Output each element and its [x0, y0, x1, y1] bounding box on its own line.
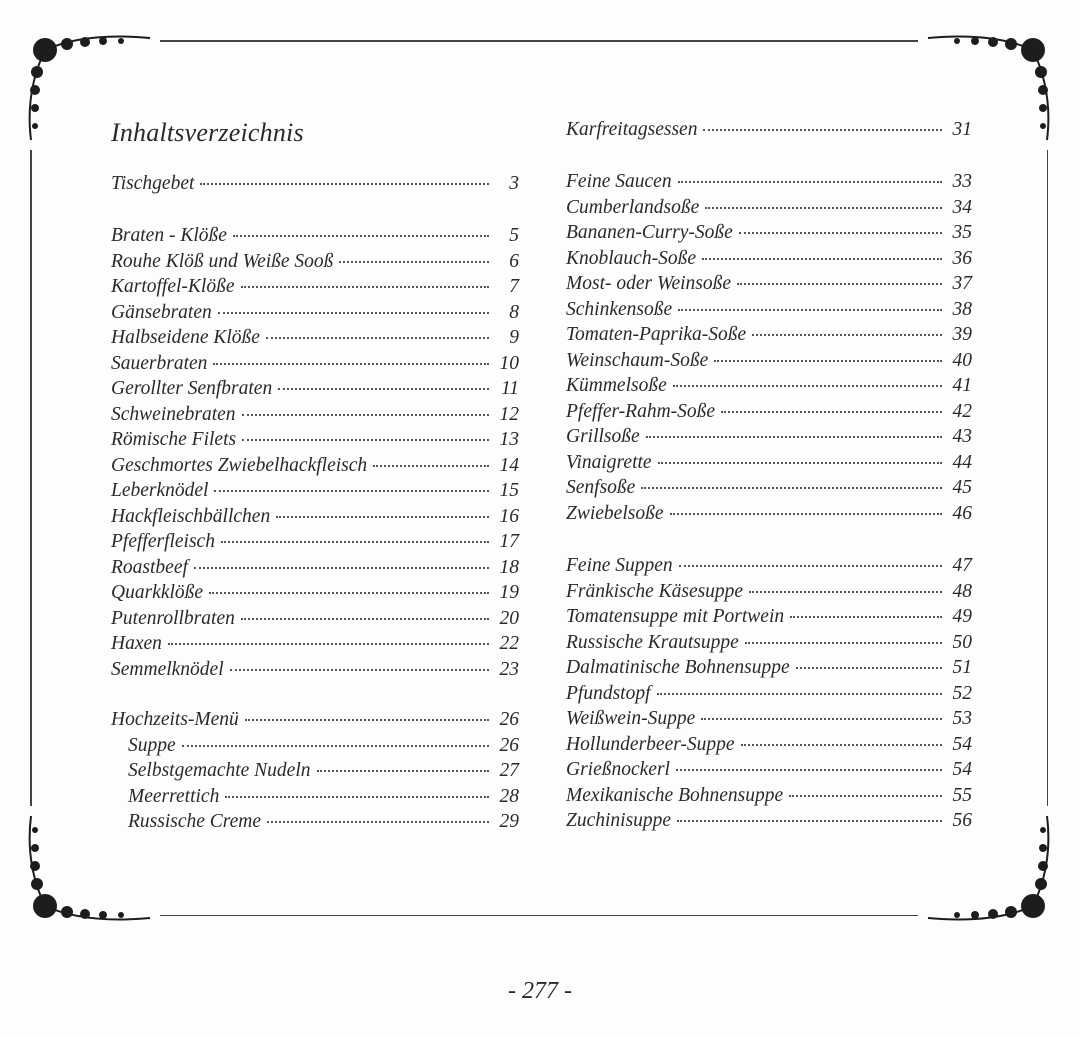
toc-entry-label: Pfundstopf: [566, 682, 651, 704]
dot-leader: [702, 258, 942, 260]
toc-entry-page: 33: [952, 171, 972, 192]
dot-leader: [677, 820, 942, 822]
toc-entry-page: 38: [952, 298, 972, 320]
dot-leader: [679, 565, 942, 567]
dot-leader: [276, 516, 489, 518]
toc-entry-label: Hollunderbeer-Suppe: [566, 733, 735, 755]
toc-entry-label: Mexikanische Bohnensuppe: [566, 784, 784, 806]
toc-entry: [566, 732, 972, 758]
toc-entry-page: 29: [499, 811, 519, 832]
toc-entry: [111, 453, 519, 479]
toc-entry: [566, 195, 972, 221]
dot-leader: [678, 309, 942, 311]
toc-entry: [111, 657, 519, 683]
toc-entry-label: Putenrollbraten: [111, 607, 235, 629]
toc-entry-label: Weinschaum-Soße: [566, 349, 709, 371]
toc-entry-page: 11: [500, 378, 519, 399]
toc-entry: [111, 707, 519, 733]
toc-entry: [566, 117, 972, 143]
toc-entry: [111, 376, 519, 402]
toc-entry-page: 8: [509, 301, 519, 323]
dot-leader: [752, 334, 942, 336]
dot-leader: [200, 183, 489, 185]
toc-entry-label: Most- oder Weinsoße: [566, 273, 732, 294]
toc-entry-label: Zwiebelsoße: [566, 502, 664, 524]
toc-entry: [111, 274, 519, 300]
toc-entry-page: 49: [952, 606, 972, 627]
toc-entry-label: Hochzeits-Menü: [111, 709, 239, 730]
dot-leader: [790, 616, 942, 618]
toc-entry-label: Semmelknödel: [111, 658, 224, 680]
toc-entry: [111, 733, 519, 759]
toc-entry-label: Rouhe Klöß und Weiße Sooß: [111, 250, 334, 272]
toc-entry: [111, 631, 519, 657]
toc-entry-label: Hackfleischbällchen: [111, 505, 271, 527]
dot-leader: [182, 745, 489, 747]
frame-left-line: [30, 150, 32, 806]
toc-entry-page: 53: [952, 708, 972, 729]
dot-leader: [245, 719, 489, 721]
dot-leader: [225, 796, 489, 798]
dot-leader: [745, 642, 942, 644]
dot-leader: [373, 465, 489, 467]
toc-entry-page: 31: [952, 119, 972, 140]
toc-entry-label: Bananen-Curry-Soße: [566, 222, 733, 243]
dot-leader: [230, 669, 489, 671]
toc-entry-label: Meerrettich: [128, 785, 220, 807]
toc-group: [566, 169, 972, 526]
toc-entry: [111, 171, 519, 197]
toc-entry-page: 12: [499, 403, 519, 425]
toc-entry: [566, 169, 972, 195]
dot-leader: [214, 490, 489, 492]
toc-entry-label: Karfreitagsessen: [566, 119, 698, 140]
toc-entry: [111, 580, 519, 606]
toc-entry: [566, 322, 972, 348]
toc-entry-label: Weißwein-Suppe: [566, 708, 696, 729]
dot-leader: [705, 207, 942, 209]
toc-entry: [566, 501, 972, 527]
toc-entry-page: 42: [952, 400, 972, 422]
toc-entry-label: Tomatensuppe mit Portwein: [566, 606, 785, 627]
toc-entry-label: Quarkklöße: [111, 582, 204, 603]
toc-entry-page: 41: [952, 375, 972, 396]
dot-leader: [741, 744, 942, 746]
toc-entry: [111, 427, 519, 453]
page-number: - 277 -: [508, 978, 572, 1004]
toc-entry-page: 22: [499, 633, 519, 654]
dot-leader: [749, 591, 942, 593]
toc-entry-label: Feine Saucen: [566, 171, 672, 192]
toc-entry: [111, 809, 519, 835]
toc-entry-page: 56: [952, 810, 972, 831]
toc-entry-label: Leberknödel: [111, 480, 209, 501]
toc-entry-page: 14: [499, 454, 519, 476]
toc-entry-page: 39: [952, 324, 972, 345]
toc-entry-page: 6: [509, 250, 519, 272]
toc-entry: [566, 424, 972, 450]
dot-leader: [703, 129, 942, 131]
toc-entry-page: 55: [952, 784, 972, 806]
toc-entry-label: Dalmatinische Bohnensuppe: [566, 657, 790, 678]
dot-leader: [714, 360, 942, 362]
toc-entry-label: Tischgebet: [111, 173, 195, 194]
toc-entry-page: 20: [499, 607, 519, 629]
toc-entry-page: 18: [499, 556, 519, 578]
toc-entry-label: Tomaten-Paprika-Soße: [566, 324, 747, 345]
toc-entry-page: 34: [952, 196, 972, 218]
dot-leader: [209, 592, 489, 594]
dot-leader: [266, 337, 489, 339]
toc-entry-label: Geschmortes Zwiebelhackfleisch: [111, 454, 368, 476]
toc-entry-label: Zuchinisuppe: [566, 810, 672, 831]
dot-leader: [233, 235, 489, 237]
toc-entry-label: Russische Creme: [128, 811, 262, 832]
toc-entry-page: 15: [499, 480, 519, 501]
toc-entry-label: Braten - Klöße: [111, 225, 227, 246]
dot-leader: [739, 232, 942, 234]
toc-entry-page: 51: [952, 657, 972, 678]
toc-entry-page: 7: [509, 276, 519, 297]
toc-entry: [111, 504, 519, 530]
toc-entry: [111, 478, 519, 504]
toc-entry-page: 5: [509, 225, 519, 246]
toc-entry-label: Grießnockerl: [566, 759, 670, 780]
frame-bottom-line: [160, 915, 918, 917]
dot-leader: [789, 795, 942, 797]
toc-entry-page: 10: [499, 352, 519, 374]
toc-entry: [566, 579, 972, 605]
dot-leader: [646, 436, 942, 438]
toc-entry-label: Römische Filets: [111, 429, 237, 450]
toc-entry: [566, 783, 972, 809]
toc-entry-page: 37: [952, 273, 972, 294]
dot-leader: [213, 363, 489, 365]
toc-entry-page: 23: [499, 658, 519, 680]
dot-leader: [796, 667, 942, 669]
toc-entry-page: 47: [952, 555, 972, 576]
toc-entry-label: Halbseidene Klöße: [111, 327, 260, 348]
toc-entry: [566, 808, 972, 834]
toc-entry-page: 54: [952, 733, 972, 755]
toc-entry-page: 17: [499, 531, 519, 552]
dot-leader: [339, 261, 489, 263]
toc-entry-label: Fränkische Käsesuppe: [566, 580, 744, 602]
toc-entry-label: Senfsoße: [566, 477, 636, 498]
dot-leader: [218, 312, 489, 314]
dot-leader: [242, 414, 489, 416]
toc-entry-page: 54: [952, 759, 972, 780]
dot-leader: [194, 567, 489, 569]
dot-leader: [670, 513, 943, 515]
toc-entry: [566, 399, 972, 425]
dot-leader: [737, 283, 942, 285]
toc-entry: [111, 606, 519, 632]
dot-leader: [278, 388, 489, 390]
toc-entry: [566, 655, 972, 681]
toc-entry: [111, 351, 519, 377]
toc-entry: [566, 757, 972, 783]
toc-entry-label: Roastbeef: [111, 556, 188, 578]
toc-entry-page: 48: [952, 580, 972, 602]
toc-entry-page: 27: [499, 760, 519, 781]
toc-entry: [566, 373, 972, 399]
toc-entry-label: Pfefferfleisch: [111, 531, 215, 552]
toc-entry: [566, 630, 972, 656]
toc-entry-label: Sauerbraten: [111, 352, 208, 374]
toc-entry-page: 9: [509, 327, 519, 348]
toc-entry-page: 35: [952, 222, 972, 243]
toc-entry: [566, 681, 972, 707]
toc-entry: [566, 553, 972, 579]
toc-group: [566, 117, 972, 143]
toc-entry: [566, 604, 972, 630]
toc-entry-label: Gänsebraten: [111, 301, 212, 323]
dot-leader: [641, 487, 942, 489]
toc-entry-page: 19: [499, 582, 519, 603]
toc-entry-page: 43: [952, 426, 972, 447]
dot-leader: [678, 181, 942, 183]
dot-leader: [267, 821, 489, 823]
frame-right-line: [1047, 150, 1049, 806]
toc-entry-page: 50: [952, 631, 972, 653]
dot-leader: [221, 541, 489, 543]
toc-group: [111, 171, 519, 197]
toc-entry-label: Selbstgemachte Nudeln: [128, 760, 311, 781]
toc-entry-page: 44: [952, 451, 972, 473]
dot-leader: [701, 718, 942, 720]
toc-entry-label: Feine Suppen: [566, 555, 673, 576]
frame-top-line: [160, 40, 918, 42]
dot-leader: [673, 385, 942, 387]
toc-entry: [111, 300, 519, 326]
toc-entry-page: 52: [952, 682, 972, 704]
toc-entry-label: Schinkensoße: [566, 298, 673, 320]
toc-group: [566, 553, 972, 834]
toc-entry: [566, 297, 972, 323]
toc-entry-page: 26: [499, 734, 519, 756]
toc-entry: [566, 271, 972, 297]
toc-entry-page: 45: [952, 477, 972, 498]
toc-entry: [566, 450, 972, 476]
toc-entry-label: Kümmelsoße: [566, 375, 667, 396]
toc-entry-page: 3: [509, 173, 519, 194]
toc-entry-label: Schweinebraten: [111, 403, 236, 425]
dot-leader: [657, 693, 942, 695]
toc-entry: [566, 220, 972, 246]
toc-entry-label: Knoblauch-Soße: [566, 247, 696, 269]
toc-entry: [111, 529, 519, 555]
toc-entry-label: Russische Krautsuppe: [566, 631, 739, 653]
toc-entry-label: Haxen: [111, 633, 162, 654]
toc-entry-page: 26: [499, 709, 519, 730]
toc-entry: [566, 348, 972, 374]
toc-entry-page: 16: [499, 505, 519, 527]
toc-entry: [566, 246, 972, 272]
toc-entry: [111, 249, 519, 275]
toc-entry-label: Grillsoße: [566, 426, 640, 447]
dot-leader: [658, 462, 942, 464]
dot-leader: [317, 770, 490, 772]
dot-leader: [241, 286, 490, 288]
toc-entry: [111, 758, 519, 784]
toc-entry-label: Kartoffel-Klöße: [111, 276, 235, 297]
toc-entry-label: Gerollter Senfbraten: [111, 378, 273, 399]
toc-entry-label: Pfeffer-Rahm-Soße: [566, 400, 716, 422]
toc-entry: [111, 402, 519, 428]
toc-group: [111, 223, 519, 682]
toc-entry: [111, 223, 519, 249]
toc-entry-page: 46: [952, 502, 972, 524]
toc-entry: [111, 325, 519, 351]
dot-leader: [242, 439, 489, 441]
toc-group: [111, 707, 519, 835]
toc-entry: [566, 475, 972, 501]
toc-entry-label: Vinaigrette: [566, 451, 652, 473]
toc-entry-page: 36: [952, 247, 972, 269]
toc-entry-page: 13: [499, 429, 519, 450]
dot-leader: [168, 643, 489, 645]
toc-entry-page: 28: [499, 785, 519, 807]
toc-entry-label: Suppe: [128, 734, 176, 756]
page-title: Inhaltsverzeichnis: [111, 118, 304, 147]
toc-entry: [566, 706, 972, 732]
toc-entry-label: Cumberlandsoße: [566, 196, 700, 218]
dot-leader: [676, 769, 942, 771]
toc-entry: [111, 555, 519, 581]
toc-entry: [111, 784, 519, 810]
dot-leader: [241, 618, 489, 620]
toc-entry-page: 40: [952, 349, 972, 371]
dot-leader: [721, 411, 942, 413]
